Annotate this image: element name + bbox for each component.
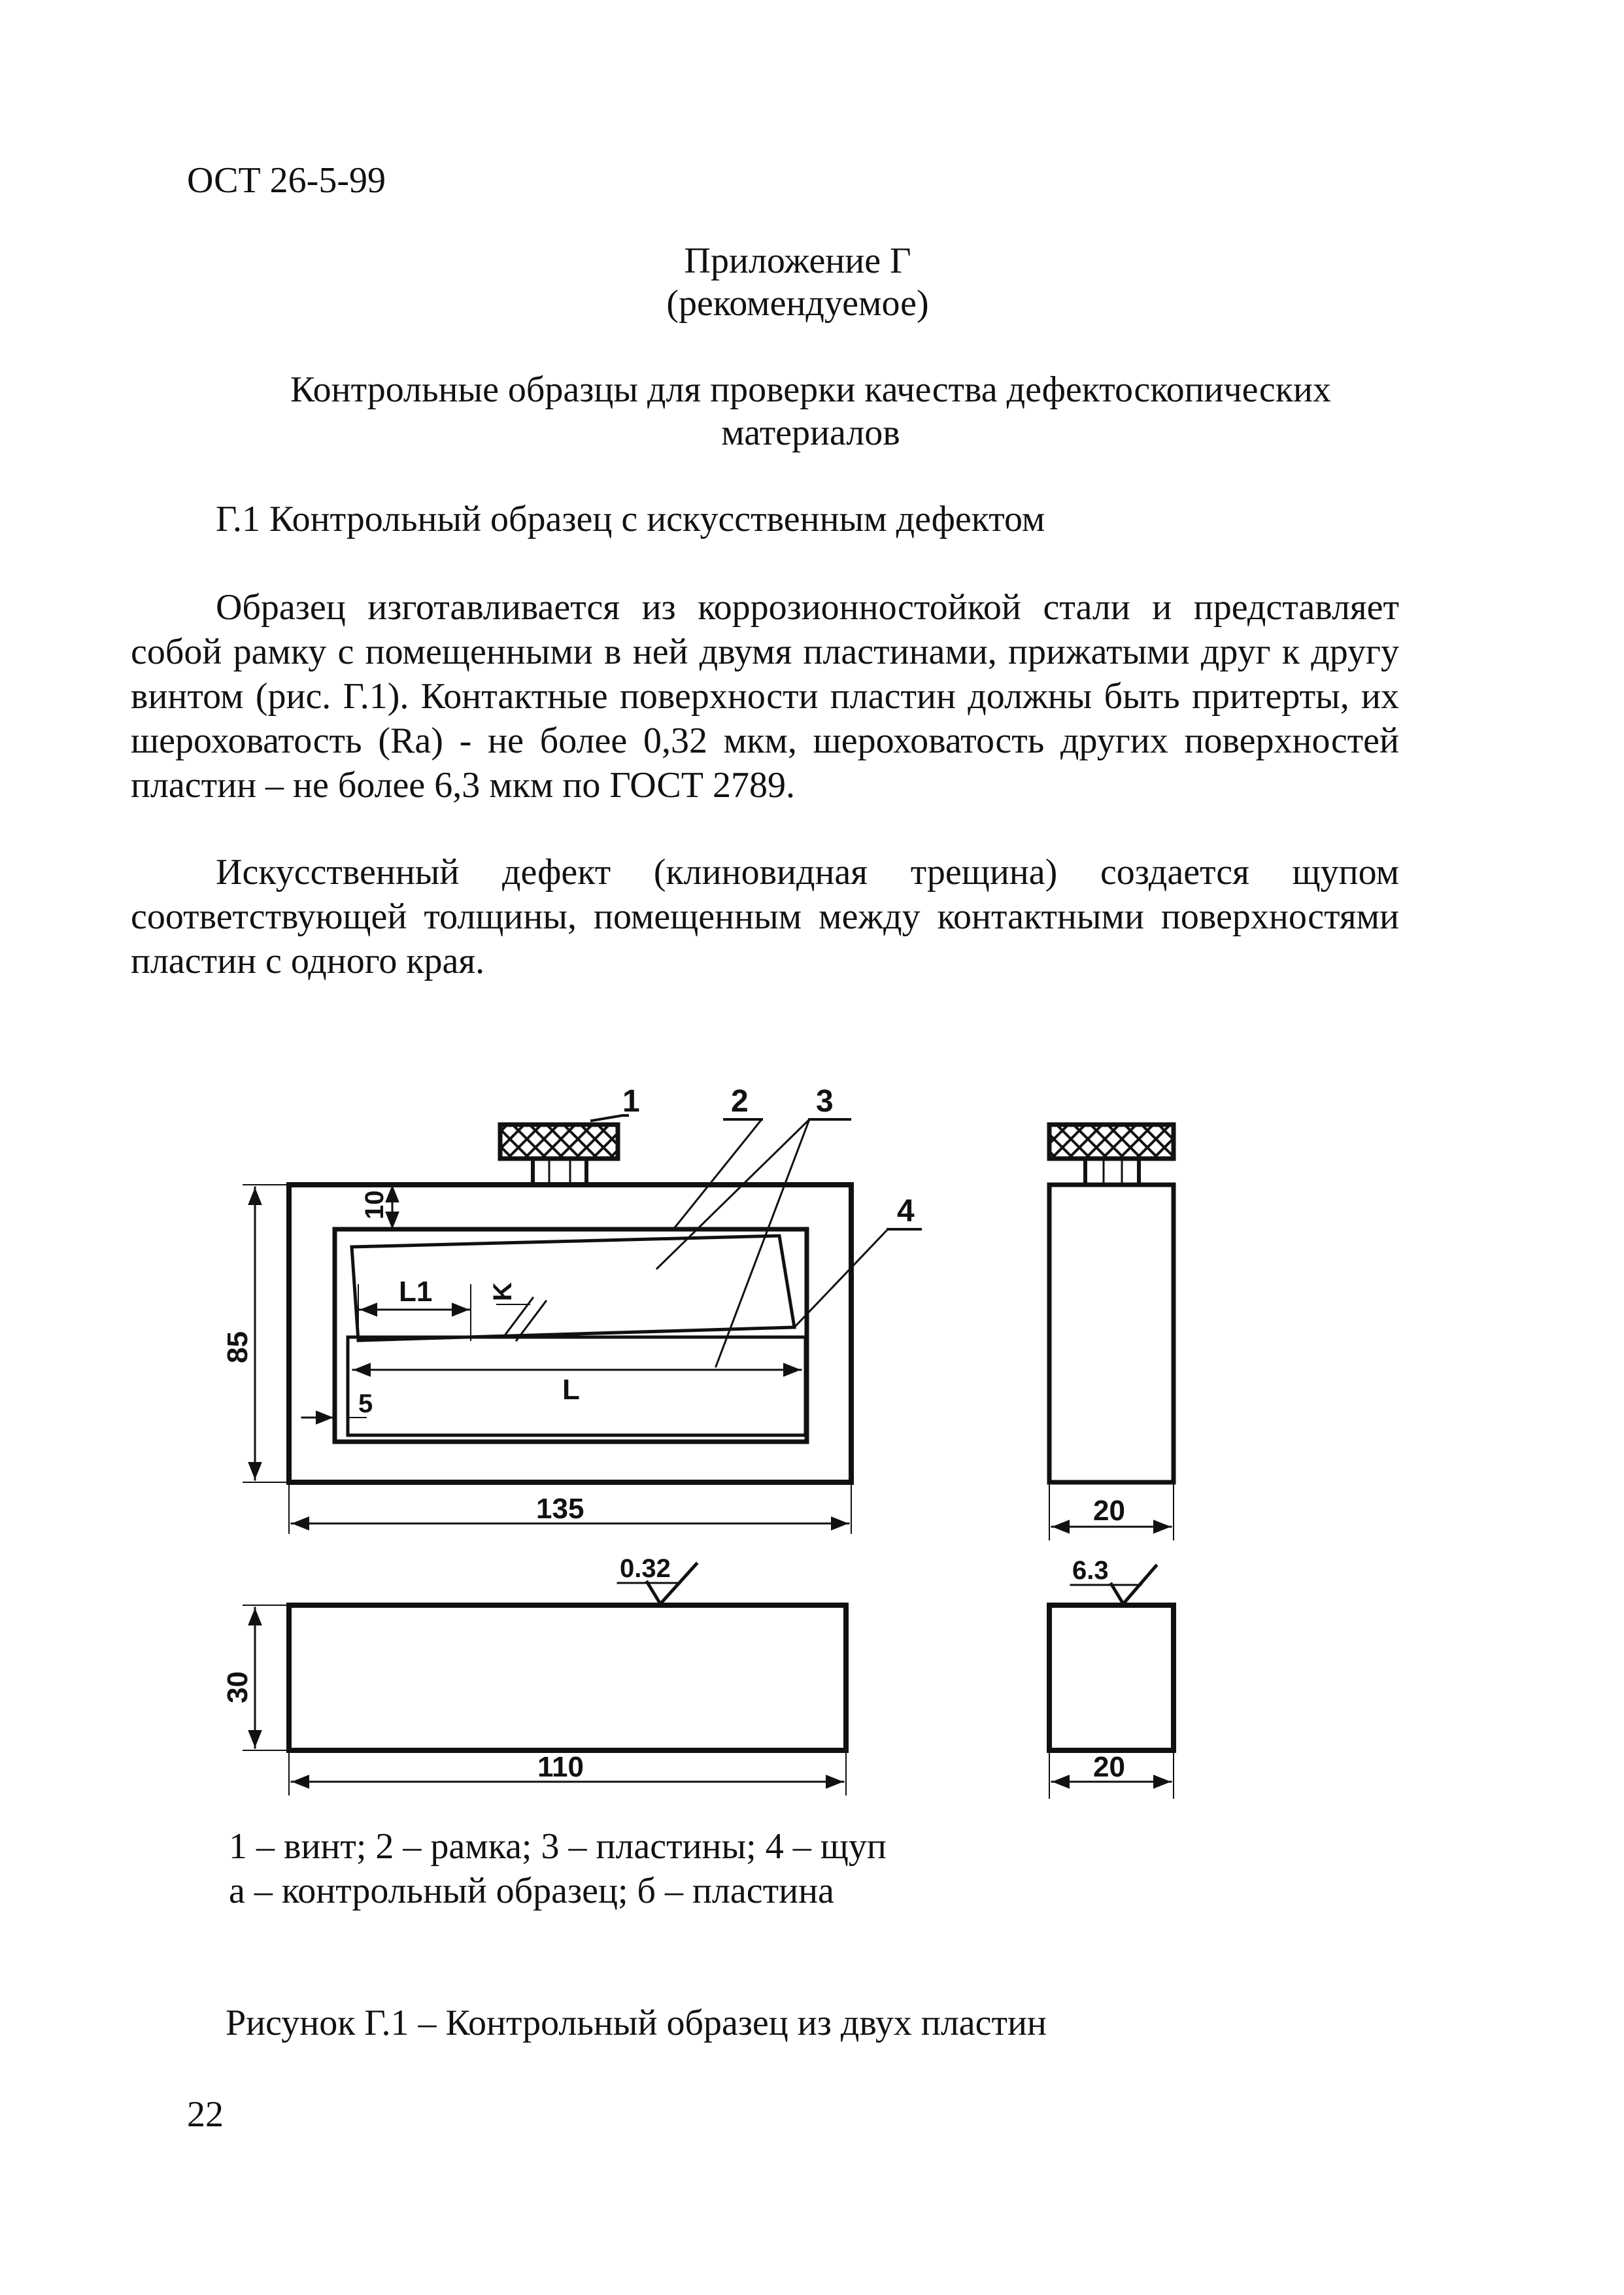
callout-3-leader-a <box>657 1119 809 1268</box>
callout-3: 3 <box>816 1084 834 1119</box>
dim-frame-height: 85 <box>222 1331 254 1363</box>
frame-front-view <box>243 1115 921 1533</box>
callout-4: 4 <box>897 1194 915 1229</box>
figure-legend-line1: 1 – винт; 2 – рамка; 3 – пластины; 4 – щуп <box>229 1826 887 1867</box>
dim-plate-side-width: 20 <box>1093 1751 1125 1783</box>
roughness-side: 6.3 <box>1072 1556 1109 1585</box>
dim-frame-top: 10 <box>360 1190 389 1219</box>
section-title: Г.1 Контрольный образец с искусственным дефектом <box>216 499 1045 539</box>
dim-l1: L1 <box>399 1276 433 1308</box>
dim-plate-width: 110 <box>537 1751 584 1783</box>
dim-l: L <box>562 1374 580 1406</box>
dim-frame-width: 135 <box>536 1493 584 1525</box>
dim-side-width: 20 <box>1093 1495 1125 1527</box>
appendix-subtitle: (рекомендуемое) <box>666 283 929 324</box>
figure-caption: Рисунок Г.1 – Контрольный образец из двух пластин <box>226 2003 1047 2043</box>
roughness-front: 0.32 <box>620 1554 671 1583</box>
page-number: 22 <box>187 2094 224 2135</box>
frame-side-view <box>1049 1125 1174 1540</box>
appendix-heading-line2: материалов <box>721 413 900 453</box>
callout-2-leader <box>673 1119 762 1229</box>
dim-plate-height: 30 <box>222 1671 254 1703</box>
dim-k: K <box>488 1282 517 1301</box>
appendix-title: Приложение Г <box>684 241 911 281</box>
figure-legend-line2: а – контрольный образец; б – пластина <box>229 1871 834 1911</box>
document-code: ОСТ 26-5-99 <box>187 160 386 201</box>
dim-gap: 5 <box>358 1389 373 1418</box>
paragraph-defect: Искусственный дефект (клиновидная трещина) создается щупом соответствующей толщины, помещенным между контактными поверхностями пластин с одного края. <box>131 852 1399 981</box>
screw-neck <box>533 1159 586 1185</box>
callout-1: 1 <box>622 1084 640 1119</box>
paragraph-description: Образец изготавливается из коррозионностойкой стали и представляет собой рамку с помещенными в ней двумя пластинами, прижатыми друг к другу винтом (рис. Г.1). Контактные поверхности пластин должны быть притерты, их шероховатость (Ra) - не более 0,32 мкм, шероховатость других поверхностей пластин – не более 6,3 мкм по ГОСТ 2789. <box>131 587 1399 806</box>
appendix-heading-line1: Контрольные образцы для проверки качества дефектоскопических <box>290 369 1331 410</box>
callout-2: 2 <box>731 1084 749 1119</box>
screw-knob <box>500 1125 618 1159</box>
